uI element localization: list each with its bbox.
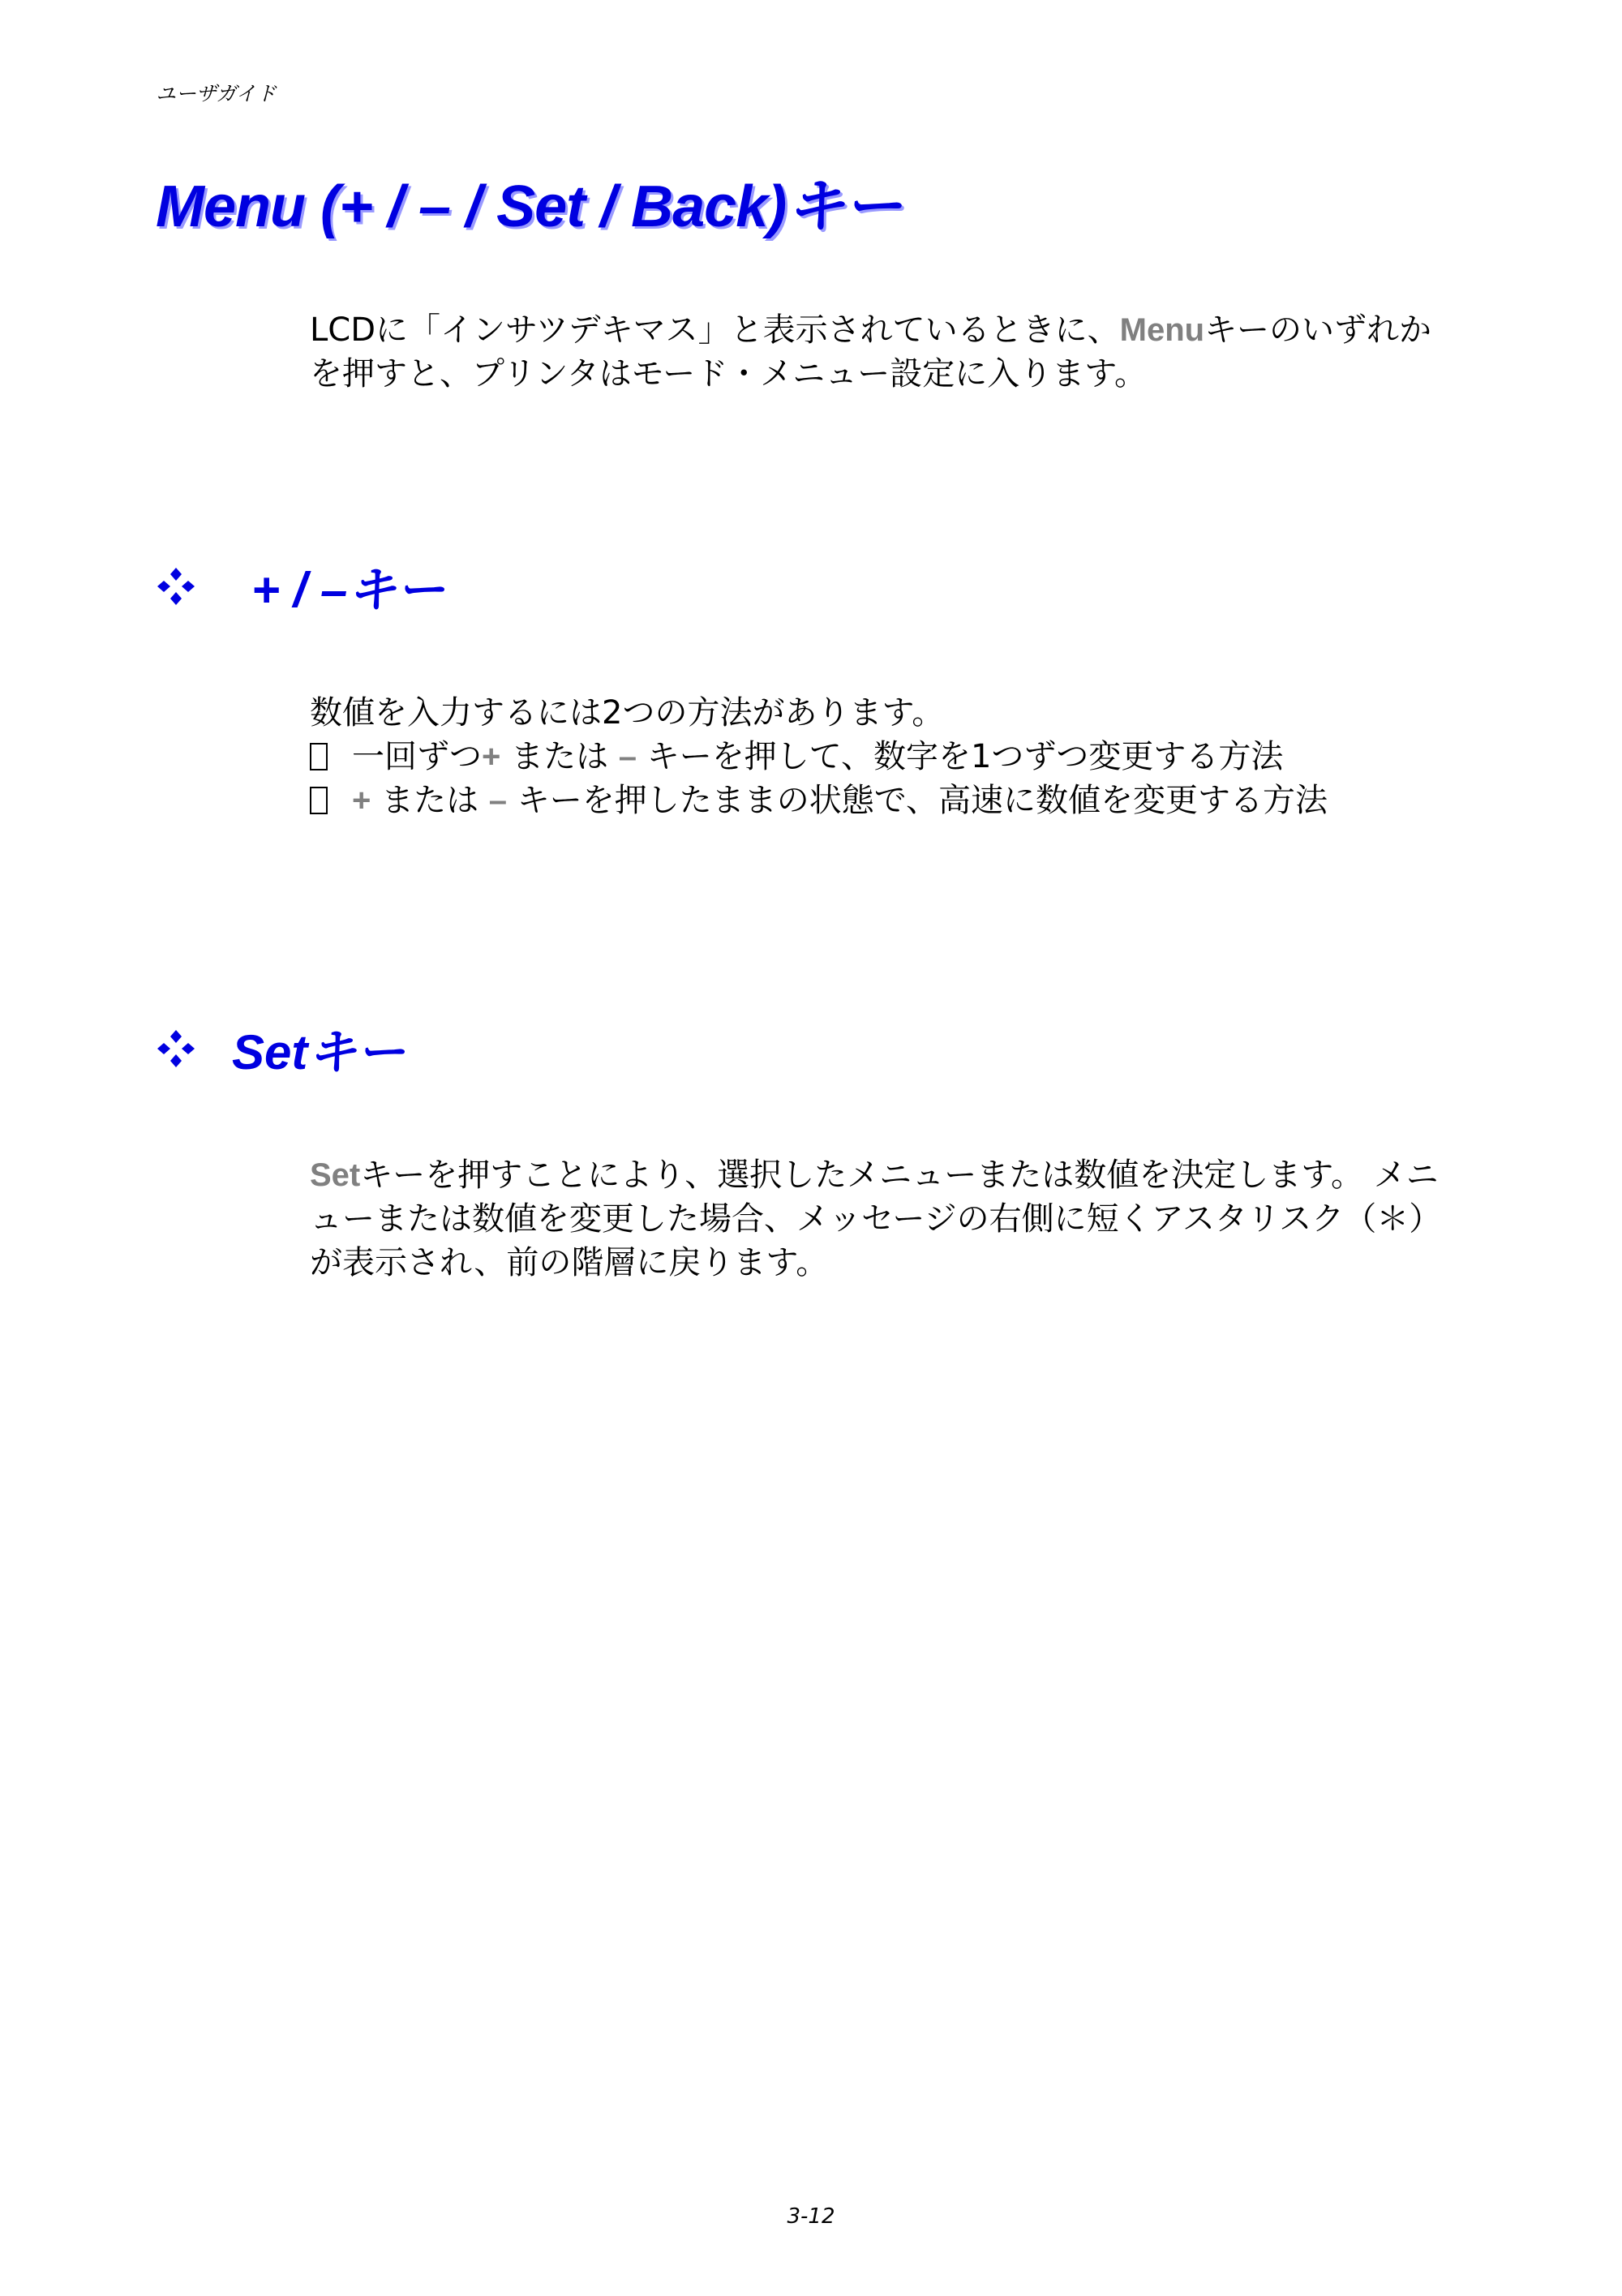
list-item-text: 一回ずつ [352,738,482,775]
bullet-box-icon [310,743,328,770]
bullet-box-icon [310,787,328,814]
intro-line-1 [310,308,1478,352]
page-number: 3-12 [787,2204,835,2229]
section-heading-text: Setキー [232,1025,406,1079]
running-header: ユーザガイド [156,82,277,105]
set-line-1 [310,1153,1478,1197]
set-text: キーを押すことにより、選択したメニューまたは数値を決定します。 メニ [360,1157,1439,1194]
list-item-text: キーを押したままの状態で、高速に数値を変更する方法 [507,782,1328,819]
list-item-text: または [371,782,489,819]
plus-key-label: + [482,739,501,775]
intro-text: キーのいずれか [1204,311,1432,349]
section-heading-plus-minus [156,551,444,621]
four-diamonds-bullet-icon [156,566,196,607]
intro-paragraph [310,308,1478,396]
set-line-3: が表示され、前の階層に戻ります。 [310,1244,829,1281]
section-heading-text: + / –キー [251,563,445,617]
minus-key-label: – [488,783,508,818]
section-heading-set [156,1014,405,1084]
intro-text: LCDに「インサツデキマス」と表示されているときに、 [310,311,1120,349]
four-diamonds-bullet-icon [156,1028,196,1069]
plus-minus-paragraph [310,691,1478,822]
minus-key-label: – [618,739,637,775]
list-item [310,779,1478,822]
menu-key-label: Menu [1119,312,1205,348]
set-key-label: Set [310,1157,361,1193]
set-paragraph [310,1153,1478,1285]
page-title: Menu (+ / – / Set / Back)キー [156,174,902,239]
plus-minus-intro-line: 数値を入力するには2つの方法があります。 [310,694,945,732]
plus-key-label: + [352,783,371,818]
intro-line-2: を押すと、プリンタはモード・メニュー設定に入ります。 [310,355,1147,393]
list-item [310,735,1478,779]
list-item-text: または [500,738,619,775]
list-item-text: キーを押して、数字を1つずつ変更する方法 [637,738,1284,775]
set-line-2: ューまたは数値を変更した場合、メッセージの右側に短くアスタリスク（＊） [310,1200,1442,1238]
